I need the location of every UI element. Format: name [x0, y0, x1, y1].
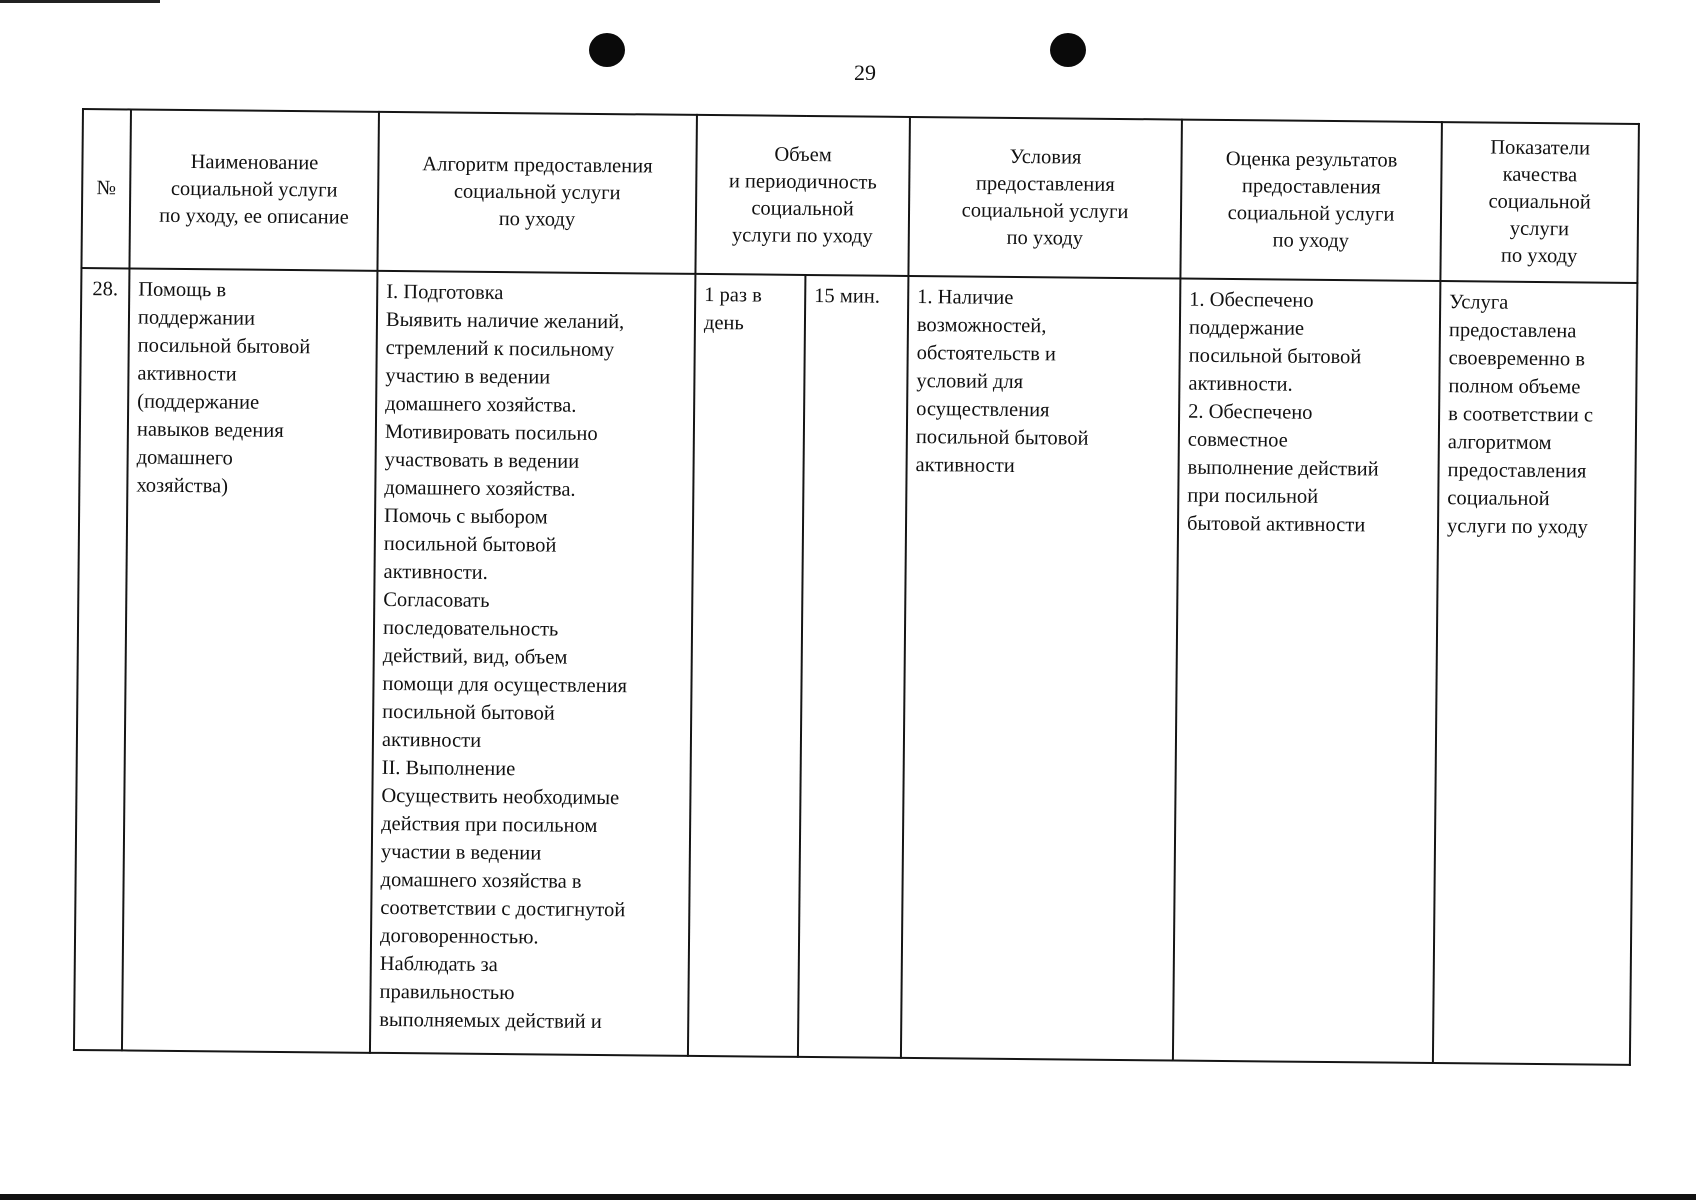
quality-line: социальной — [1447, 487, 1550, 511]
conditions-line: осуществления — [916, 398, 1050, 422]
frequency-cell — [688, 274, 806, 1057]
algorithm-line: II. Выполнение — [381, 756, 516, 781]
duration-value: 15 мин. — [814, 285, 881, 308]
service-name-line: активности — [137, 362, 237, 386]
algorithm-line: Согласовать — [383, 588, 490, 612]
frequency-line: день — [703, 311, 744, 335]
header-conditions-line: Условия — [1009, 145, 1082, 169]
quality-line: услуги по уходу — [1446, 515, 1588, 539]
algorithm-line: активности — [381, 728, 482, 752]
service-name-cell — [122, 268, 377, 1052]
header-volume-line: Объем — [774, 143, 832, 166]
header-conditions-line: по уходу — [1006, 226, 1084, 250]
header-evaluation-line: Оценка результатов — [1225, 147, 1398, 172]
header-evaluation-line: предоставления — [1241, 174, 1381, 198]
service-name-line: (поддержание — [137, 390, 260, 414]
header-algorithm-line: социальной услуги — [453, 180, 621, 205]
service-table — [73, 108, 1640, 1066]
quality-line: Услуга — [1449, 291, 1509, 314]
frequency-line: 1 раз в — [704, 283, 762, 307]
quality-line: в соответствии с — [1448, 403, 1594, 427]
conditions-line: активности — [915, 454, 1015, 477]
page-number: 29 — [854, 60, 876, 85]
conditions-line: условий для — [916, 370, 1024, 394]
algorithm-line: участии в ведении — [380, 840, 542, 865]
header-volume — [695, 115, 910, 276]
algorithm-line: I. Подготовка — [386, 280, 504, 305]
algorithm-line: действий, вид, объем — [382, 644, 568, 669]
quality-cell — [1433, 281, 1637, 1065]
header-algorithm — [377, 112, 697, 274]
header-evaluation-line: социальной услуги — [1227, 201, 1395, 226]
evaluation-line: бытовой активности — [1186, 512, 1366, 537]
evaluation-line: выполнение действий — [1187, 456, 1379, 481]
header-conditions-line: социальной услуги — [961, 198, 1129, 223]
evaluation-line: 2. Обеспечено — [1188, 400, 1313, 424]
row-number: 28. — [74, 268, 130, 1050]
quality-line: предоставления — [1447, 459, 1587, 483]
quality-line: полном объеме — [1448, 375, 1581, 399]
header-num: № — [81, 109, 131, 268]
conditions-line: возможностей, — [916, 314, 1047, 338]
header-algorithm-line: Алгоритм предоставления — [422, 153, 653, 178]
punch-hole-left — [589, 33, 625, 67]
evaluation-line: активности. — [1188, 372, 1293, 396]
algorithm-line: Осуществить необходимые — [381, 784, 620, 810]
algorithm-line: домашнего хозяйства в — [380, 868, 582, 893]
algorithm-line: активности. — [383, 560, 488, 584]
header-volume-line: и периодичность — [728, 169, 877, 194]
header-volume-line: социальной — [751, 196, 854, 220]
header-quality-line: услуги — [1509, 217, 1570, 241]
algorithm-line: домашнего хозяйства. — [384, 476, 576, 501]
service-name-line: посильной бытовой — [137, 334, 311, 359]
bottom-edge-rule — [0, 1194, 1696, 1200]
algorithm-line: последовательность — [382, 616, 559, 641]
algorithm-line: Выявить наличие желаний, — [385, 308, 625, 334]
header-evaluation — [1180, 120, 1442, 281]
algorithm-line: домашнего хозяйства. — [385, 392, 577, 417]
algorithm-line: участвовать в ведении — [384, 448, 580, 473]
algorithm-line: договоренностью. — [379, 924, 539, 949]
header-volume-line: услуги по уходу — [731, 223, 873, 248]
service-name-line: навыков ведения — [136, 418, 284, 442]
header-algorithm-line: по уходу — [498, 208, 576, 231]
algorithm-line: Наблюдать за — [379, 952, 498, 977]
table-row — [74, 268, 1637, 1065]
header-name — [129, 109, 379, 270]
service-name-line: Помощь в — [138, 278, 227, 302]
conditions-cell — [901, 276, 1180, 1061]
algorithm-line: посильной бытовой — [383, 532, 557, 557]
header-quality-line: социальной — [1488, 190, 1591, 214]
evaluation-line: 1. Обеспечено — [1189, 288, 1314, 312]
quality-line: алгоритмом — [1447, 431, 1552, 455]
conditions-line: обстоятельств и — [916, 342, 1057, 366]
evaluation-line: поддержание — [1188, 316, 1305, 340]
algorithm-line: соответствии с достигнутой — [380, 896, 626, 922]
conditions-line: посильной бытовой — [915, 426, 1089, 450]
header-row — [81, 109, 1638, 283]
service-table-wrapper — [73, 108, 1640, 1066]
evaluation-line: при посильной — [1187, 484, 1319, 508]
service-name-line: хозяйства) — [136, 474, 229, 498]
algorithm-line: выполняемых действий и — [379, 1008, 602, 1034]
algorithm-line: Мотивировать посильно — [384, 420, 598, 445]
evaluation-cell — [1173, 279, 1440, 1063]
algorithm-line: участию в ведении — [385, 364, 551, 389]
evaluation-line: совместное — [1187, 428, 1288, 452]
quality-line: своевременно в — [1448, 347, 1586, 371]
algorithm-line: правильностью — [379, 980, 515, 1005]
service-name-line: поддержании — [137, 306, 256, 330]
header-evaluation-line: по уходу — [1272, 228, 1350, 252]
top-edge-rule — [0, 0, 160, 3]
header-name-line: социальной услуги — [170, 177, 338, 202]
algorithm-line: действия при посильном — [381, 812, 598, 837]
conditions-line: 1. Наличие — [917, 286, 1014, 309]
algorithm-line: стремлений к посильному — [385, 336, 615, 362]
header-quality-line: Показатели — [1490, 136, 1591, 160]
header-quality-line: качества — [1502, 163, 1578, 187]
header-name-line: Наименование — [190, 151, 319, 175]
duration-cell — [798, 275, 909, 1058]
algorithm-line: помощи для осуществления — [382, 672, 628, 698]
header-conditions — [908, 117, 1182, 279]
quality-line: предоставлена — [1448, 319, 1577, 343]
algorithm-line: Помочь с выбором — [383, 504, 548, 529]
algorithm-cell — [370, 271, 695, 1056]
header-name-line: по уходу, ее описание — [159, 204, 349, 229]
header-quality — [1440, 122, 1639, 283]
punch-hole-right — [1050, 33, 1086, 67]
service-name-line: домашнего — [136, 446, 233, 470]
header-conditions-line: предоставления — [975, 172, 1115, 196]
algorithm-line: посильной бытовой — [382, 700, 555, 725]
header-quality-line: по уходу — [1500, 244, 1578, 268]
evaluation-line: посильной бытовой — [1188, 344, 1362, 369]
